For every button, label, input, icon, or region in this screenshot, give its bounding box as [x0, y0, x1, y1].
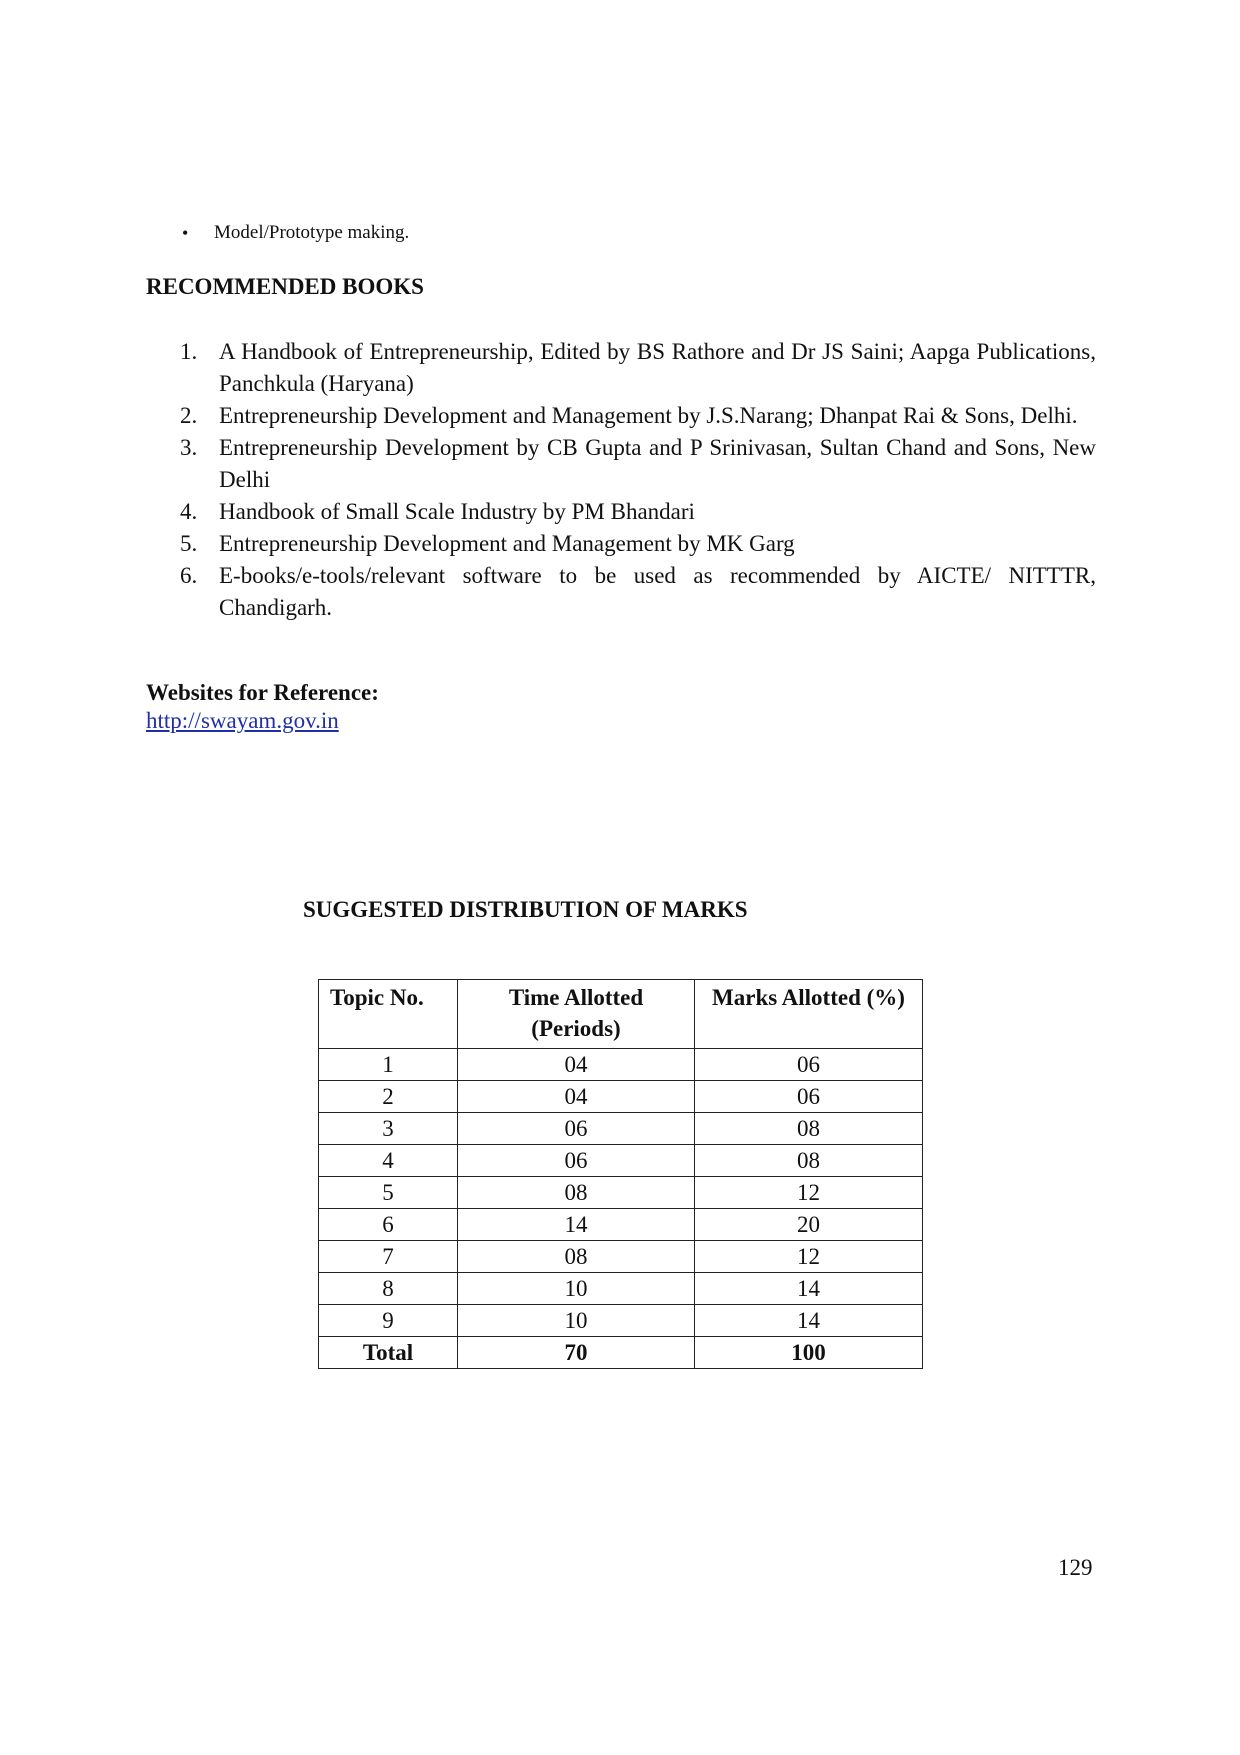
topic-cell: 9 [319, 1305, 458, 1337]
book-item [180, 336, 1096, 400]
table-row [319, 1113, 923, 1145]
marks-cell: 08 [695, 1113, 923, 1145]
swayam-link[interactable]: http://swayam.gov.in [146, 708, 339, 733]
book-text: Entrepreneurship Development and Management by J.S.Narang; Dhanpat Rai & Sons, Delhi. [219, 403, 1078, 428]
table-row [319, 1241, 923, 1273]
book-text: Entrepreneurship Development by CB Gupta and P Srinivasan, Sultan Chand and Sons, New Delhi [219, 435, 1096, 492]
recommended-books-heading: RECOMMENDED BOOKS [146, 274, 424, 299]
topic-cell: 3 [319, 1113, 458, 1145]
time-cell: 06 [458, 1145, 695, 1177]
marks-cell: 08 [695, 1145, 923, 1177]
topic-cell: 4 [319, 1145, 458, 1177]
book-item [180, 528, 1096, 560]
marks-cell: 12 [695, 1177, 923, 1209]
distribution-heading: SUGGESTED DISTRIBUTION OF MARKS [303, 897, 748, 922]
book-number: 6. [180, 563, 198, 588]
column-header-marks: Marks Allotted (%) [695, 980, 923, 1049]
table-row [319, 1305, 923, 1337]
book-item [180, 432, 1096, 496]
book-text: Handbook of Small Scale Industry by PM Bhandari [219, 499, 695, 524]
marks-cell: 20 [695, 1209, 923, 1241]
book-number: 5. [180, 531, 198, 556]
bullet-text: Model/Prototype making. [214, 222, 410, 243]
book-number: 4. [180, 499, 198, 524]
topic-cell: 8 [319, 1273, 458, 1305]
table-header-row [319, 980, 923, 1049]
book-text: E-books/e-tools/relevant software to be used as recommended by AICTE/ NITTTR, Chandigarh. [219, 563, 1096, 620]
page-number: 129 [1058, 1555, 1093, 1580]
topic-cell: 6 [319, 1209, 458, 1241]
time-cell: 04 [458, 1049, 695, 1081]
websites-heading: Websites for Reference: [146, 680, 379, 705]
table-row [319, 1177, 923, 1209]
table-total-row [319, 1337, 923, 1369]
time-cell: 06 [458, 1113, 695, 1145]
table-row [319, 1209, 923, 1241]
column-header-time [458, 980, 695, 1049]
total-label-cell: Total [319, 1337, 458, 1369]
column-header-topic: Topic No. [319, 980, 458, 1049]
book-item [180, 400, 1096, 432]
table-row [319, 1081, 923, 1113]
time-cell: 04 [458, 1081, 695, 1113]
marks-cell: 06 [695, 1081, 923, 1113]
marks-cell: 06 [695, 1049, 923, 1081]
topic-cell: 1 [319, 1049, 458, 1081]
book-number: 1. [180, 339, 198, 364]
topic-cell: 5 [319, 1177, 458, 1209]
marks-cell: 14 [695, 1305, 923, 1337]
book-text: Entrepreneurship Development and Management by MK Garg [219, 531, 795, 556]
total-marks-cell: 100 [695, 1337, 923, 1369]
book-number: 3. [180, 435, 198, 460]
table-row [319, 1049, 923, 1081]
column-header-time-line1: Time Allotted [508, 985, 644, 1010]
time-cell: 10 [458, 1273, 695, 1305]
total-time-cell: 70 [458, 1337, 695, 1369]
book-item [180, 496, 1096, 528]
time-cell: 10 [458, 1305, 695, 1337]
bullet-item [182, 222, 409, 244]
table-row [319, 1145, 923, 1177]
marks-cell: 12 [695, 1241, 923, 1273]
time-cell: 14 [458, 1209, 695, 1241]
book-item [180, 560, 1096, 624]
book-text: A Handbook of Entrepreneurship, Edited by BS Rathore and Dr JS Saini; Aapga Publications, Panchkula (Haryana) [219, 339, 1096, 396]
topic-cell: 7 [319, 1241, 458, 1273]
column-header-time-line2: (Periods) [531, 1016, 621, 1041]
marks-distribution-table [318, 979, 923, 1369]
book-number: 2. [180, 403, 198, 428]
table-row [319, 1273, 923, 1305]
bullet-icon: • [182, 222, 189, 243]
recommended-books-list [180, 336, 1096, 624]
marks-cell: 14 [695, 1273, 923, 1305]
time-cell: 08 [458, 1241, 695, 1273]
topic-cell: 2 [319, 1081, 458, 1113]
time-cell: 08 [458, 1177, 695, 1209]
